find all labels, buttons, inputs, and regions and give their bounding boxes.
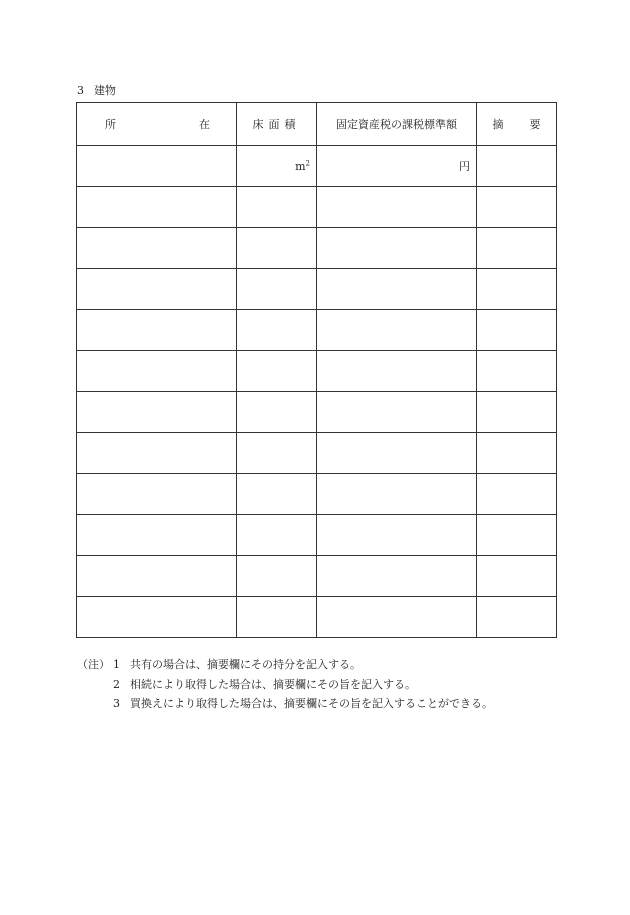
yen-unit: 円 xyxy=(459,160,470,173)
notes xyxy=(77,655,493,714)
tax-value-cell[interactable] xyxy=(317,146,477,187)
location-cell[interactable] xyxy=(77,556,237,597)
tax-value-cell[interactable] xyxy=(317,269,477,310)
table-row xyxy=(77,351,557,392)
table-header-row xyxy=(77,103,557,146)
header-floor-area-label: 床面積 xyxy=(252,118,301,131)
location-cell[interactable] xyxy=(77,310,237,351)
table-row xyxy=(77,556,557,597)
summary-cell[interactable] xyxy=(477,556,557,597)
table-row xyxy=(77,433,557,474)
tax-value-cell[interactable] xyxy=(317,597,477,638)
location-cell[interactable] xyxy=(77,351,237,392)
table-row xyxy=(77,228,557,269)
floor-area-cell[interactable] xyxy=(237,556,317,597)
floor-area-cell[interactable] xyxy=(237,351,317,392)
note-number: 1 xyxy=(113,658,120,671)
building-table xyxy=(76,102,557,638)
location-cell[interactable] xyxy=(77,187,237,228)
notes-lead: （注） xyxy=(77,658,110,671)
table-row xyxy=(77,187,557,228)
floor-area-cell[interactable] xyxy=(237,228,317,269)
table-row xyxy=(77,597,557,638)
floor-area-cell[interactable] xyxy=(237,515,317,556)
location-cell[interactable] xyxy=(77,597,237,638)
header-location xyxy=(77,103,237,146)
square-meter-unit: $m^2$ xyxy=(295,159,310,173)
summary-cell[interactable] xyxy=(477,515,557,556)
location-cell[interactable] xyxy=(77,146,237,187)
tax-value-cell[interactable] xyxy=(317,474,477,515)
header-tax-value xyxy=(317,103,477,146)
table-row xyxy=(77,392,557,433)
table-row xyxy=(77,515,557,556)
table-row xyxy=(77,269,557,310)
summary-cell[interactable] xyxy=(477,433,557,474)
location-cell[interactable] xyxy=(77,228,237,269)
floor-area-cell[interactable] xyxy=(237,474,317,515)
tax-value-cell[interactable] xyxy=(317,433,477,474)
floor-area-cell[interactable] xyxy=(237,392,317,433)
summary-cell[interactable] xyxy=(477,187,557,228)
summary-cell[interactable] xyxy=(477,474,557,515)
tax-value-cell[interactable] xyxy=(317,392,477,433)
header-location-first: 所 xyxy=(105,118,116,131)
floor-area-cell[interactable] xyxy=(237,269,317,310)
tax-value-cell[interactable] xyxy=(317,310,477,351)
note-text: 共有の場合は、摘要欄にその持分を記入する。 xyxy=(130,658,361,671)
tax-value-cell[interactable] xyxy=(317,187,477,228)
floor-area-cell[interactable] xyxy=(237,187,317,228)
summary-cell[interactable] xyxy=(477,310,557,351)
floor-area-cell[interactable] xyxy=(237,597,317,638)
tax-value-cell[interactable] xyxy=(317,556,477,597)
summary-cell[interactable] xyxy=(477,269,557,310)
table-row xyxy=(77,310,557,351)
tax-value-cell[interactable] xyxy=(317,228,477,269)
floor-area-cell[interactable] xyxy=(237,146,317,187)
header-summary xyxy=(477,103,557,146)
tax-value-cell[interactable] xyxy=(317,351,477,392)
summary-cell[interactable] xyxy=(477,597,557,638)
table-row xyxy=(77,146,557,187)
note-item xyxy=(77,655,493,675)
section-number: 3 xyxy=(77,84,84,97)
header-floor-area xyxy=(237,103,317,146)
header-location-second: 在 xyxy=(199,118,210,131)
location-cell[interactable] xyxy=(77,433,237,474)
location-cell[interactable] xyxy=(77,474,237,515)
summary-cell[interactable] xyxy=(477,392,557,433)
floor-area-cell[interactable] xyxy=(237,433,317,474)
location-cell[interactable] xyxy=(77,392,237,433)
header-summary-second: 要 xyxy=(529,118,541,131)
summary-cell[interactable] xyxy=(477,351,557,392)
note-item xyxy=(77,675,493,695)
note-item xyxy=(77,694,493,714)
note-number: 3 xyxy=(113,697,120,710)
floor-area-cell[interactable] xyxy=(237,310,317,351)
summary-cell[interactable] xyxy=(477,146,557,187)
header-summary-first: 摘 xyxy=(492,118,504,131)
summary-cell[interactable] xyxy=(477,228,557,269)
location-cell[interactable] xyxy=(77,269,237,310)
section-title: 建物 xyxy=(94,84,116,97)
note-text: 相続により取得した場合は、摘要欄にその旨を記入する。 xyxy=(130,677,416,691)
section-heading xyxy=(77,84,116,98)
table-row xyxy=(77,474,557,515)
tax-value-cell[interactable] xyxy=(317,515,477,556)
note-text: 買換えにより取得した場合は、摘要欄にその旨を記入することができる。 xyxy=(130,697,493,710)
header-tax-value-label: 固定資産税の課税標準額 xyxy=(336,118,457,131)
note-number: 2 xyxy=(113,677,120,691)
location-cell[interactable] xyxy=(77,515,237,556)
